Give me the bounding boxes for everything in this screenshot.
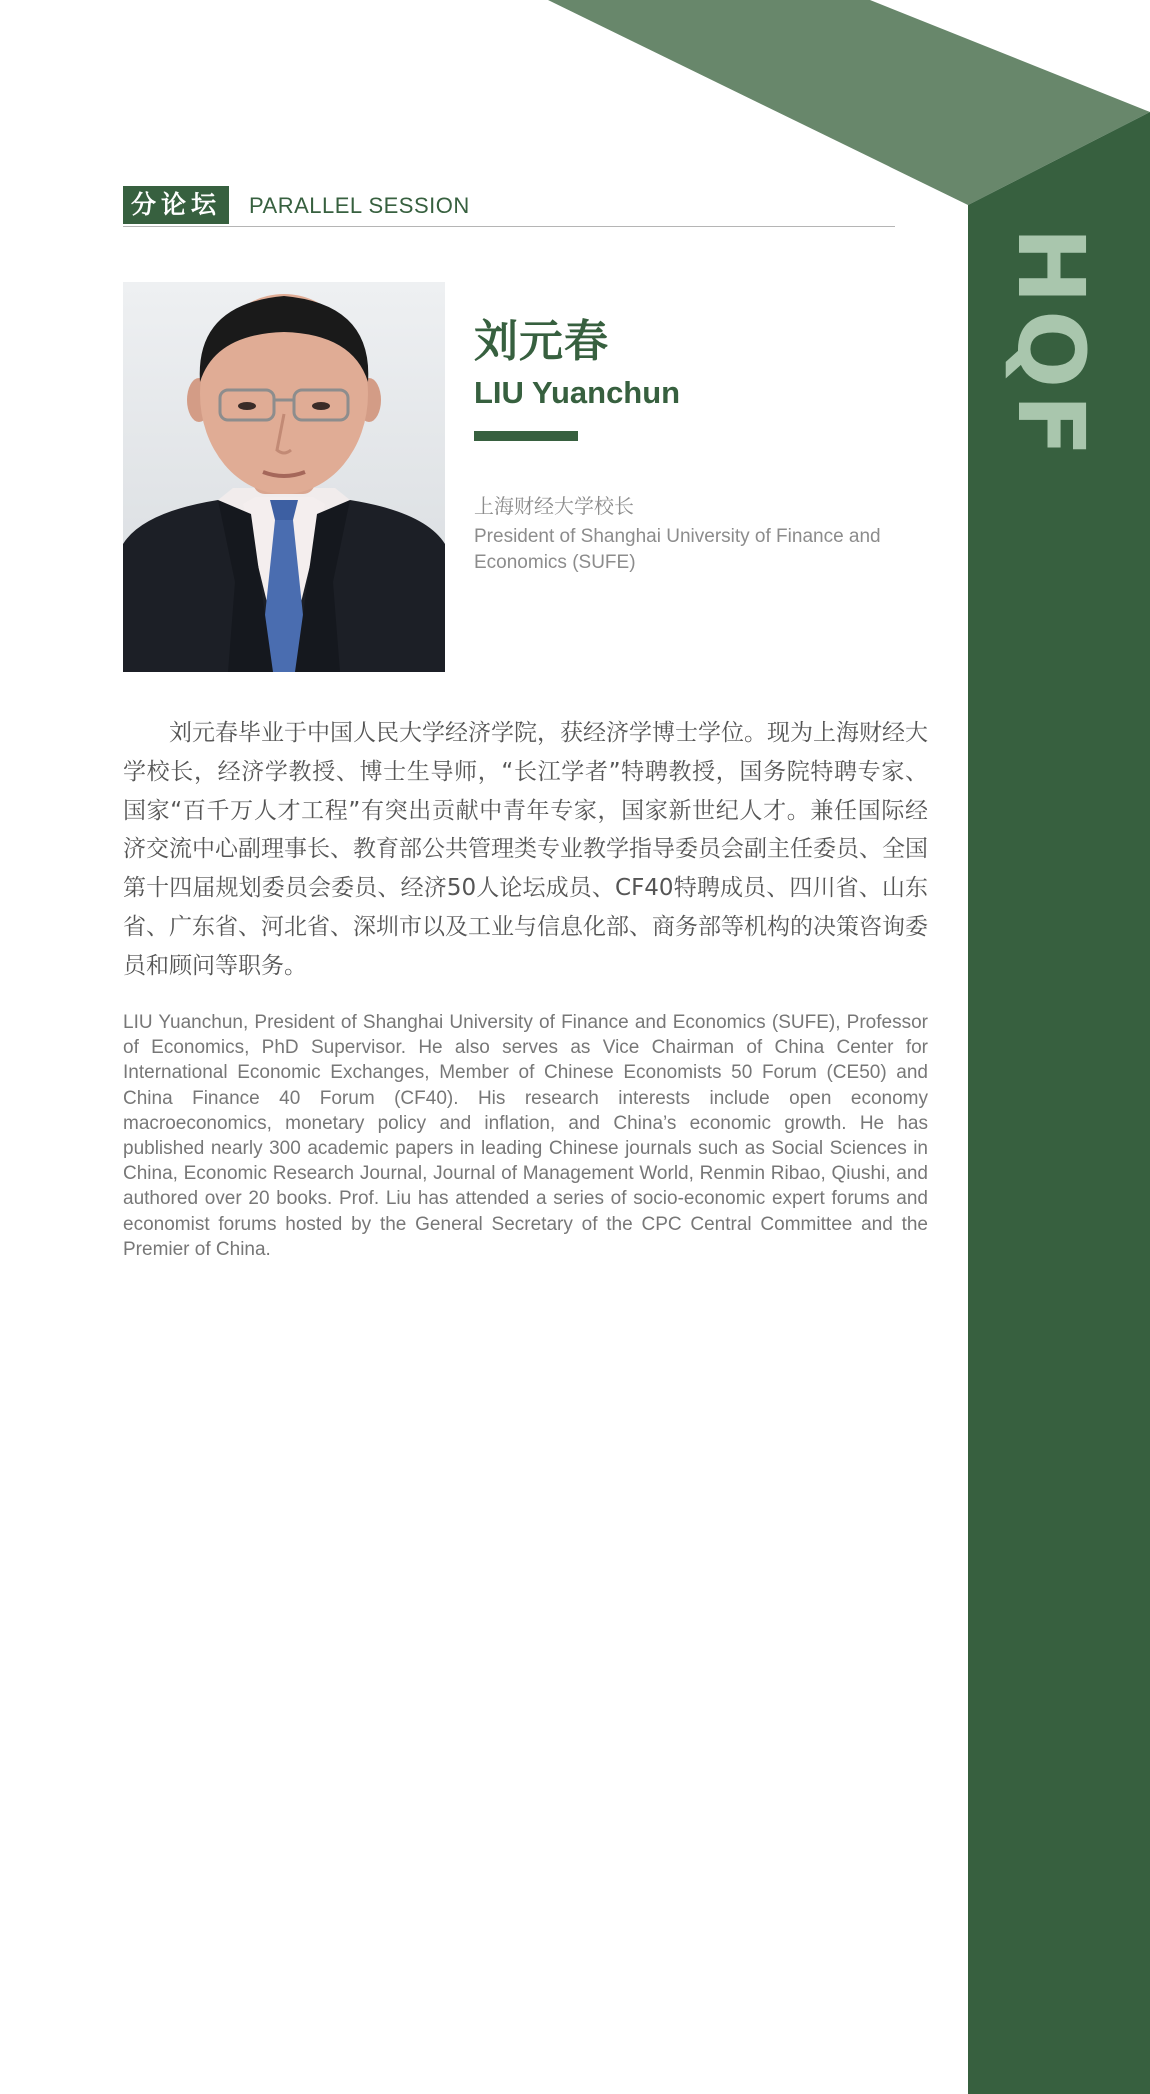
speaker-photo bbox=[123, 282, 445, 672]
session-header bbox=[123, 186, 895, 227]
speaker-title-cn: 上海财经大学校长 bbox=[474, 494, 634, 518]
name-divider bbox=[474, 431, 578, 441]
section-tag: 分论坛 bbox=[123, 186, 229, 224]
speaker-name-en: LIU Yuanchun bbox=[474, 375, 681, 410]
speaker-title-en: President of Shanghai University of Finance and Economics (SUFE) bbox=[474, 526, 881, 573]
section-label: PARALLEL SESSION bbox=[249, 193, 470, 218]
speaker-name-cn: 刘元春 bbox=[474, 316, 609, 367]
hqf-vertical-text: HQF bbox=[997, 226, 1104, 464]
side-banner-label bbox=[997, 226, 1104, 464]
bio-chinese: 刘元春毕业于中国人民大学经济学院，获经济学博士学位。现为上海财经大学校长，经济学教授、博士生导师，“长江学者”特聘教授，国务院特聘专家、国家“百千万人才工程”有突出贡献中青年专家，国家新世纪人才。兼任国际经济交流中心副理事长、教育部公共管理类专业教学指导委员会副主任委员、全国第十四届规划委员会委员、经济50人论坛成员、CF40特聘成员、四川省、山东省、广东省、河北省、深圳市以及工业与信息化部、商务部等机构的决策咨询委员和顾问等职务。 bbox=[123, 720, 928, 979]
bio-english: LIU Yuanchun, President of Shanghai University of Finance and Economics (SUFE), Professor of Economics, PhD Supervisor. He also serves as Vice Chairman of China Center for International Economic Exchanges, Member of Chinese Economists 50 Forum (CE50) and China Finance 40 Forum (CF40). His research interests include open economy macroeconomics, monetary policy and inflation, and China’s economic growth. He has published nearly 300 academic papers in leading Chinese journals such as Social Sciences in China, Economic Research Journal, Journal of Management World, Renmin Ribao, Qiushi, and authored over 20 books. Prof. Liu has attended a series of socio-economic expert forums and economist forums hosted by the General Secretary of the CPC Central Committee and the Premier of China. bbox=[123, 1012, 928, 1260]
